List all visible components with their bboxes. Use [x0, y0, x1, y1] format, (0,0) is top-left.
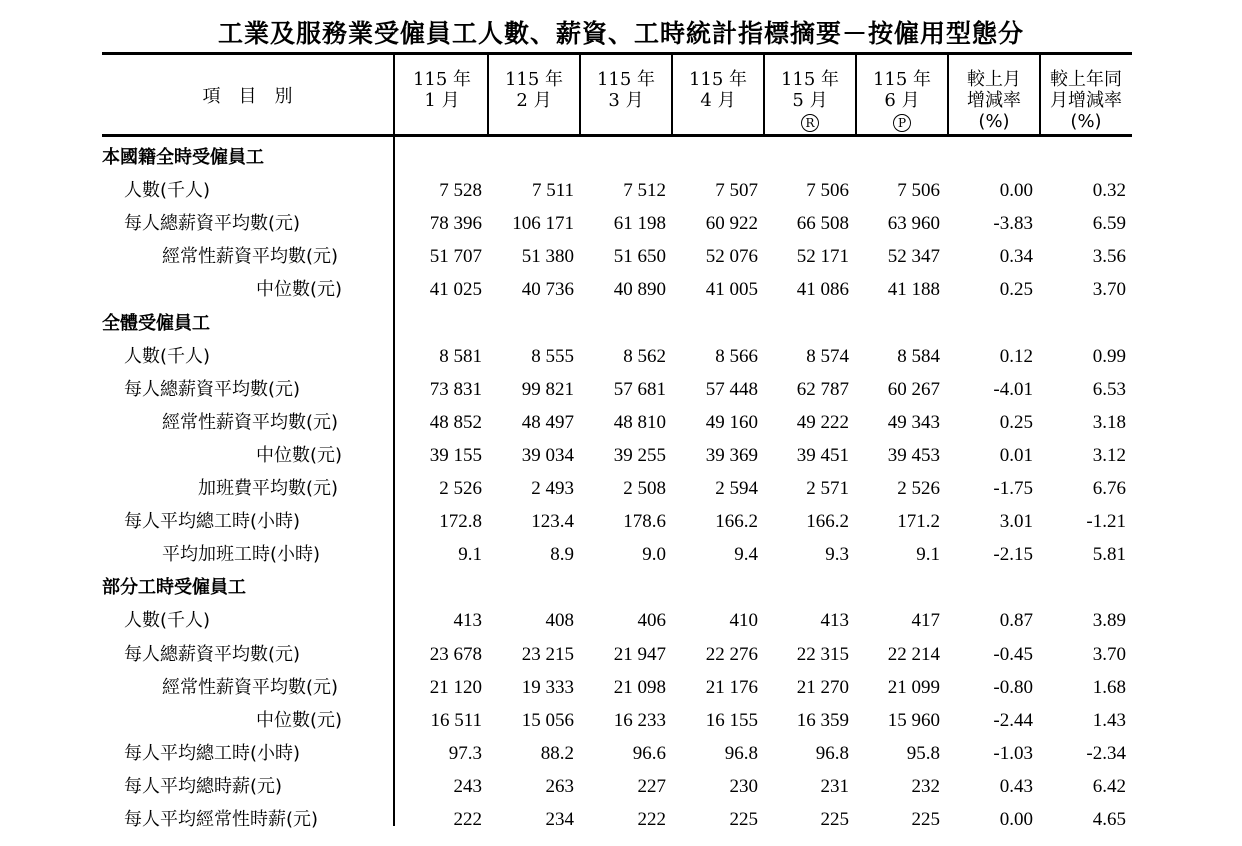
- table-cell: 21 947: [613, 643, 666, 665]
- table-cell: 41 005: [705, 279, 758, 301]
- row-label: 每人總薪資平均數(元): [124, 643, 301, 665]
- table-cell: 39 034: [521, 444, 574, 466]
- table-cell: -1.21: [1086, 511, 1126, 533]
- table-cell: 234: [545, 809, 574, 830]
- table-cell: -0.80: [993, 676, 1033, 698]
- table-cell: 40 890: [613, 279, 666, 301]
- table-cell: 21 098: [613, 676, 666, 698]
- table-cell: 0.32: [1092, 180, 1126, 202]
- header-month: 2 月: [516, 90, 552, 111]
- table-cell: 7 506: [806, 180, 849, 202]
- table-cell: 2 571: [806, 478, 849, 499]
- table-cell: 57 448: [705, 378, 758, 400]
- table-row: [0, 373, 1242, 406]
- table-cell: 22 276: [705, 643, 758, 665]
- table-cell: 49 343: [887, 411, 940, 433]
- table-cell: 413: [820, 610, 849, 632]
- table-cell: 6.42: [1092, 775, 1126, 797]
- table-cell: 21 176: [705, 676, 758, 698]
- header-status-mark: [856, 111, 948, 132]
- table-cell: 227: [637, 775, 666, 797]
- table-cell: 21 270: [796, 676, 849, 698]
- table-cell: 9.4: [734, 544, 758, 566]
- table-cell: 222: [453, 809, 482, 830]
- table-cell: 2 594: [715, 478, 758, 499]
- row-label: 每人總薪資平均數(元): [124, 213, 301, 235]
- table-cell: 39 453: [887, 444, 940, 466]
- table-cell: 2 508: [623, 478, 666, 499]
- section-row: [0, 571, 1242, 604]
- header-line: 月增減率: [1050, 90, 1122, 111]
- section-label: 本國籍全時受僱員工: [102, 147, 264, 168]
- table-cell: 19 333: [521, 676, 574, 698]
- table-cell: 96.8: [724, 742, 758, 764]
- table-cell: 3.12: [1092, 444, 1126, 466]
- table-cell: 0.99: [1092, 345, 1126, 367]
- table-cell: 73 831: [429, 378, 482, 400]
- table-row: [0, 240, 1242, 273]
- table-cell: 2 526: [897, 478, 940, 499]
- table-row: [0, 207, 1242, 240]
- table-cell: 7 512: [623, 180, 666, 202]
- table-cell: 15 960: [887, 709, 940, 731]
- table-cell: 41 188: [887, 279, 940, 301]
- table-cell: 166.2: [715, 511, 758, 533]
- table-cell: 0.01: [999, 444, 1033, 466]
- table-cell: 7 507: [715, 180, 758, 202]
- table-cell: 9.0: [642, 544, 666, 566]
- table-cell: 22 214: [887, 643, 940, 665]
- table-cell: 97.3: [448, 742, 482, 764]
- table-cell: 9.3: [825, 544, 849, 566]
- table-cell: 51 380: [521, 246, 574, 268]
- table-cell: 413: [453, 610, 482, 632]
- table-cell: 61 198: [613, 213, 666, 235]
- row-label: 經常性薪資平均數(元): [162, 411, 339, 433]
- table-row: [0, 704, 1242, 737]
- table-cell: 8.9: [550, 544, 574, 566]
- table-row: [0, 273, 1242, 306]
- table-row: [0, 803, 1242, 836]
- table-row: [0, 505, 1242, 538]
- header-year: 115 年: [688, 69, 748, 90]
- table-cell: 2 493: [531, 478, 574, 499]
- table-cell: 230: [729, 775, 758, 797]
- table-cell: 8 581: [439, 345, 482, 367]
- table-cell: 52 171: [796, 246, 849, 268]
- table-cell: 7 511: [531, 180, 574, 202]
- header-month-6: [856, 69, 948, 132]
- table-cell: 166.2: [806, 511, 849, 533]
- table-cell: -2.44: [993, 709, 1033, 731]
- table-cell: 8 555: [531, 345, 574, 367]
- table-cell: 171.2: [897, 511, 940, 533]
- table-cell: -0.45: [993, 643, 1033, 665]
- table-cell: 95.8: [906, 742, 940, 764]
- row-label: 每人總薪資平均數(元): [124, 378, 301, 400]
- table-cell: 51 707: [429, 246, 482, 268]
- table-row: [0, 472, 1242, 505]
- table-cell: 39 255: [613, 444, 666, 466]
- table-cell: 15 056: [521, 709, 574, 731]
- section-row: [0, 141, 1242, 174]
- table-row: [0, 604, 1242, 637]
- table-row: [0, 538, 1242, 571]
- top-rule: [102, 52, 1132, 55]
- table-cell: 60 922: [705, 213, 758, 235]
- header-mom: [948, 69, 1040, 132]
- table-row: [0, 174, 1242, 207]
- table-cell: 51 650: [613, 246, 666, 268]
- table-cell: 16 359: [796, 709, 849, 731]
- table-cell: 21 099: [887, 676, 940, 698]
- table-cell: 49 160: [705, 411, 758, 433]
- header-line: (%): [1070, 111, 1102, 132]
- table-cell: -3.83: [993, 213, 1033, 235]
- table-cell: 123.4: [531, 511, 574, 533]
- table-cell: 0.00: [999, 809, 1033, 830]
- header-line: 較上年同: [1050, 69, 1122, 90]
- row-label: 每人平均總工時(小時): [124, 511, 301, 533]
- table-cell: 57 681: [613, 378, 666, 400]
- table-cell: 410: [729, 610, 758, 632]
- header-year: 115 年: [596, 69, 656, 90]
- table-cell: 231: [820, 775, 849, 797]
- row-label: 每人平均經常性時薪(元): [124, 809, 319, 830]
- row-label: 人數(千人): [124, 610, 211, 632]
- table-cell: 23 678: [429, 643, 482, 665]
- table-cell: 9.1: [458, 544, 482, 566]
- table-cell: 16 233: [613, 709, 666, 731]
- table-row: [0, 671, 1242, 704]
- table-row: [0, 406, 1242, 439]
- table-cell: 78 396: [429, 213, 482, 235]
- table-cell: 6.59: [1092, 213, 1126, 235]
- table-row: [0, 737, 1242, 770]
- header-month: 5 月: [792, 90, 828, 111]
- row-label: 中位數(元): [256, 279, 343, 301]
- table-row: [0, 340, 1242, 373]
- table-cell: 225: [911, 809, 940, 830]
- table-cell: 40 736: [521, 279, 574, 301]
- table-cell: 232: [911, 775, 940, 797]
- table-cell: 96.6: [632, 742, 666, 764]
- header-month: 1 月: [424, 90, 460, 111]
- row-label: 加班費平均數(元): [198, 478, 339, 499]
- header-line: 較上月: [967, 69, 1021, 90]
- header-month: 4 月: [700, 90, 736, 111]
- row-label: 經常性薪資平均數(元): [162, 246, 339, 268]
- row-label: 人數(千人): [124, 180, 211, 202]
- table-cell: 408: [545, 610, 574, 632]
- table-cell: 0.87: [999, 610, 1033, 632]
- table-cell: 225: [729, 809, 758, 830]
- table-cell: 2 526: [439, 478, 482, 499]
- status-circle-icon: P: [893, 114, 911, 132]
- header-month-5: [764, 69, 856, 132]
- page-title: 工業及服務業受僱員工人數、薪資、工時統計指標摘要－按僱用型態分: [217, 19, 1024, 48]
- table-cell: 406: [637, 610, 666, 632]
- header-year: 115 年: [412, 69, 472, 90]
- table-cell: 8 566: [715, 345, 758, 367]
- table-cell: 39 369: [705, 444, 758, 466]
- table-cell: 39 451: [796, 444, 849, 466]
- row-label: 人數(千人): [124, 345, 211, 367]
- table-cell: 1.68: [1092, 676, 1126, 698]
- row-label: 每人平均總時薪(元): [124, 775, 283, 797]
- table-cell: 9.1: [916, 544, 940, 566]
- table-cell: 4.65: [1092, 809, 1126, 830]
- header-month-3: [580, 69, 672, 111]
- table-cell: 7 506: [897, 180, 940, 202]
- table-cell: 0.34: [999, 246, 1033, 268]
- table-cell: 52 076: [705, 246, 758, 268]
- table-cell: 263: [545, 775, 574, 797]
- row-label: 經常性薪資平均數(元): [162, 676, 339, 698]
- table-cell: 0.00: [999, 180, 1033, 202]
- table-cell: 222: [637, 809, 666, 830]
- table-cell: 3.18: [1092, 411, 1126, 433]
- table-cell: -1.75: [993, 478, 1033, 499]
- table-cell: 39 155: [429, 444, 482, 466]
- table-cell: 49 222: [796, 411, 849, 433]
- header-month-2: [488, 69, 580, 111]
- table-cell: 48 810: [613, 411, 666, 433]
- table-row: [0, 770, 1242, 803]
- table-cell: -2.15: [993, 544, 1033, 566]
- table-cell: -4.01: [993, 378, 1033, 400]
- header-yoy: [1040, 69, 1132, 132]
- table-cell: 16 155: [705, 709, 758, 731]
- table-row: [0, 439, 1242, 472]
- table-cell: 3.70: [1092, 279, 1126, 301]
- table-row: [0, 638, 1242, 671]
- table-cell: 66 508: [796, 213, 849, 235]
- table-cell: 96.8: [815, 742, 849, 764]
- table-cell: 225: [820, 809, 849, 830]
- table-cell: 8 574: [806, 345, 849, 367]
- table-cell: 0.12: [999, 345, 1033, 367]
- header-month: 3 月: [608, 90, 644, 111]
- header-status-mark: [764, 111, 856, 132]
- row-label: 平均加班工時(小時): [162, 544, 321, 566]
- table-cell: 8 562: [623, 345, 666, 367]
- table-cell: 88.2: [540, 742, 574, 764]
- table-cell: -2.34: [1086, 742, 1126, 764]
- table-cell: 23 215: [521, 643, 574, 665]
- table-cell: 60 267: [887, 378, 940, 400]
- table-cell: 63 960: [887, 213, 940, 235]
- header-bottom-rule: [102, 134, 1132, 137]
- table-cell: 5.81: [1092, 544, 1126, 566]
- table-cell: 7 528: [439, 180, 482, 202]
- header-item-label: 項 目 別: [202, 86, 293, 107]
- table-cell: 172.8: [439, 511, 482, 533]
- header-line: 增減率: [967, 90, 1021, 111]
- table-cell: 22 315: [796, 643, 849, 665]
- table-cell: -1.03: [993, 742, 1033, 764]
- table-cell: 41 086: [796, 279, 849, 301]
- status-circle-icon: R: [801, 114, 819, 132]
- table-cell: 48 852: [429, 411, 482, 433]
- table-cell: 48 497: [521, 411, 574, 433]
- header-year: 115 年: [504, 69, 564, 90]
- table-cell: 0.25: [999, 279, 1033, 301]
- table-cell: 6.76: [1092, 478, 1126, 499]
- header-year: 115 年: [872, 69, 932, 90]
- row-label: 中位數(元): [256, 444, 343, 466]
- table-cell: 41 025: [429, 279, 482, 301]
- section-label: 全體受僱員工: [102, 312, 210, 334]
- section-label: 部分工時受僱員工: [102, 577, 246, 599]
- section-row: [0, 307, 1242, 340]
- table-cell: 243: [453, 775, 482, 797]
- table-cell: 6.53: [1092, 378, 1126, 400]
- header-month: 6 月: [884, 90, 920, 111]
- table-cell: 3.56: [1092, 246, 1126, 268]
- table-cell: 52 347: [887, 246, 940, 268]
- header-line: (%): [978, 111, 1010, 132]
- row-label: 中位數(元): [256, 709, 343, 731]
- table-cell: 16 511: [430, 709, 482, 731]
- table-cell: 21 120: [429, 676, 482, 698]
- table-cell: 417: [911, 610, 940, 632]
- header-month-4: [672, 69, 764, 111]
- table-cell: 178.6: [623, 511, 666, 533]
- table-cell: 3.70: [1092, 643, 1126, 665]
- table-cell: 3.89: [1092, 610, 1126, 632]
- table-cell: 3.01: [999, 511, 1033, 533]
- header-month-1: [396, 69, 488, 111]
- table-cell: 0.43: [999, 775, 1033, 797]
- table-cell: 106 171: [512, 213, 574, 235]
- table-cell: 99 821: [521, 378, 574, 400]
- row-label: 每人平均總工時(小時): [124, 742, 301, 764]
- table-cell: 62 787: [796, 378, 849, 400]
- header-year: 115 年: [780, 69, 840, 90]
- table-cell: 1.43: [1092, 709, 1126, 731]
- table-cell: 8 584: [897, 345, 940, 367]
- table-cell: 0.25: [999, 411, 1033, 433]
